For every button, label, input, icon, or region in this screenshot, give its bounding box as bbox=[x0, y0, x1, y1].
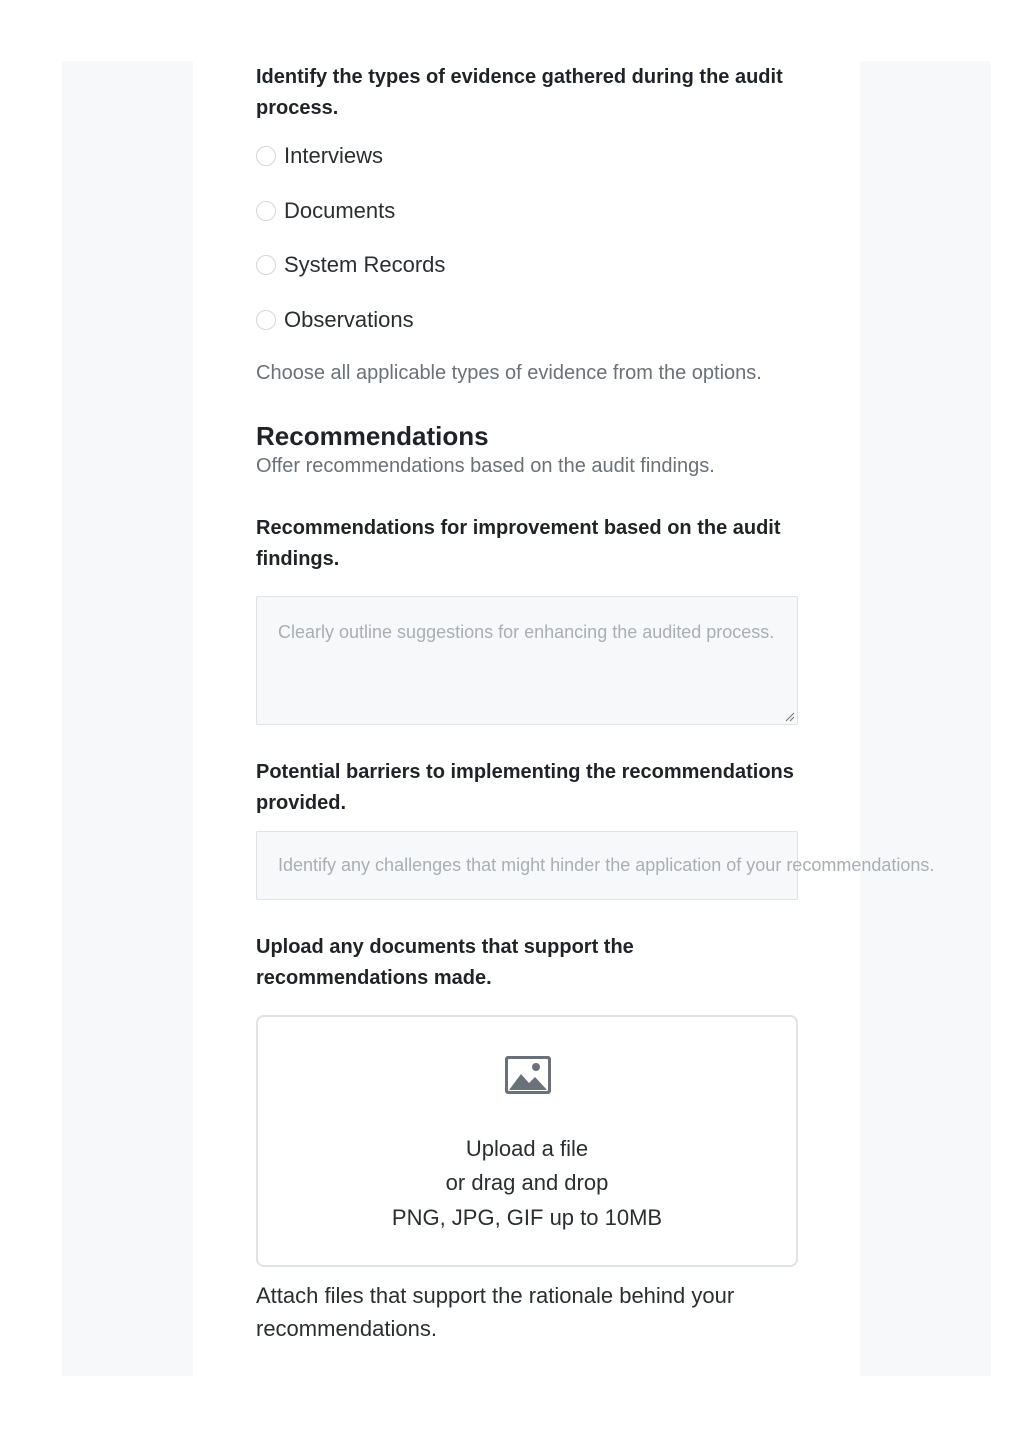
evidence-option-interviews[interactable] bbox=[256, 140, 798, 172]
barriers-placeholder: Identify any challenges that might hinder the application of your recommendations. bbox=[278, 854, 935, 875]
form-content bbox=[256, 62, 935, 1346]
option-label: Interviews bbox=[284, 143, 384, 168]
evidence-option-system-records[interactable] bbox=[256, 249, 798, 281]
section-title: Recommendations bbox=[256, 420, 489, 451]
option-label: Documents bbox=[284, 197, 396, 223]
upload-help-text: Attach files that support the rationale behind your recommendations. bbox=[256, 1282, 735, 1341]
right-gutter-panel bbox=[860, 61, 991, 1376]
file-types-text: PNG, JPG, GIF up to 10MB bbox=[391, 1204, 663, 1230]
evidence-option-documents[interactable] bbox=[256, 195, 798, 227]
option-label: Observations bbox=[284, 306, 414, 332]
evidence-options bbox=[256, 140, 798, 336]
barriers-question-label: Potential barriers to implementing the recommendations provided. bbox=[256, 760, 794, 814]
resize-handle-icon[interactable] bbox=[785, 712, 795, 722]
radio-button[interactable] bbox=[256, 201, 276, 221]
option-label: System Records bbox=[284, 252, 446, 277]
radio-button[interactable] bbox=[256, 255, 276, 275]
evidence-help-text: Choose all applicable types of evidence from the options. bbox=[256, 361, 762, 384]
image-icon bbox=[505, 1056, 551, 1094]
evidence-question-label: Identify the types of evidence gathered during the audit process. bbox=[256, 66, 783, 119]
evidence-option-observations[interactable] bbox=[256, 304, 798, 336]
improvement-textarea[interactable] bbox=[256, 596, 798, 725]
improvement-question-label: Recommendations for improvement based on the audit findings. bbox=[256, 516, 781, 570]
section-description: Offer recommendations based on the audit findings. bbox=[256, 454, 715, 477]
barriers-input[interactable] bbox=[256, 831, 935, 900]
dropzone-text bbox=[258, 1132, 796, 1236]
upload-question-label: Upload any documents that support the recommendations made. bbox=[256, 935, 634, 989]
drag-drop-text: or drag and drop bbox=[445, 1170, 609, 1195]
upload-file-link[interactable]: Upload a file bbox=[465, 1135, 589, 1161]
left-gutter-panel bbox=[62, 61, 193, 1376]
radio-button[interactable] bbox=[256, 310, 276, 330]
file-dropzone[interactable] bbox=[256, 1015, 798, 1267]
radio-button[interactable] bbox=[256, 146, 276, 166]
improvement-placeholder: Clearly outline suggestions for enhancing the audited process. bbox=[278, 621, 775, 642]
